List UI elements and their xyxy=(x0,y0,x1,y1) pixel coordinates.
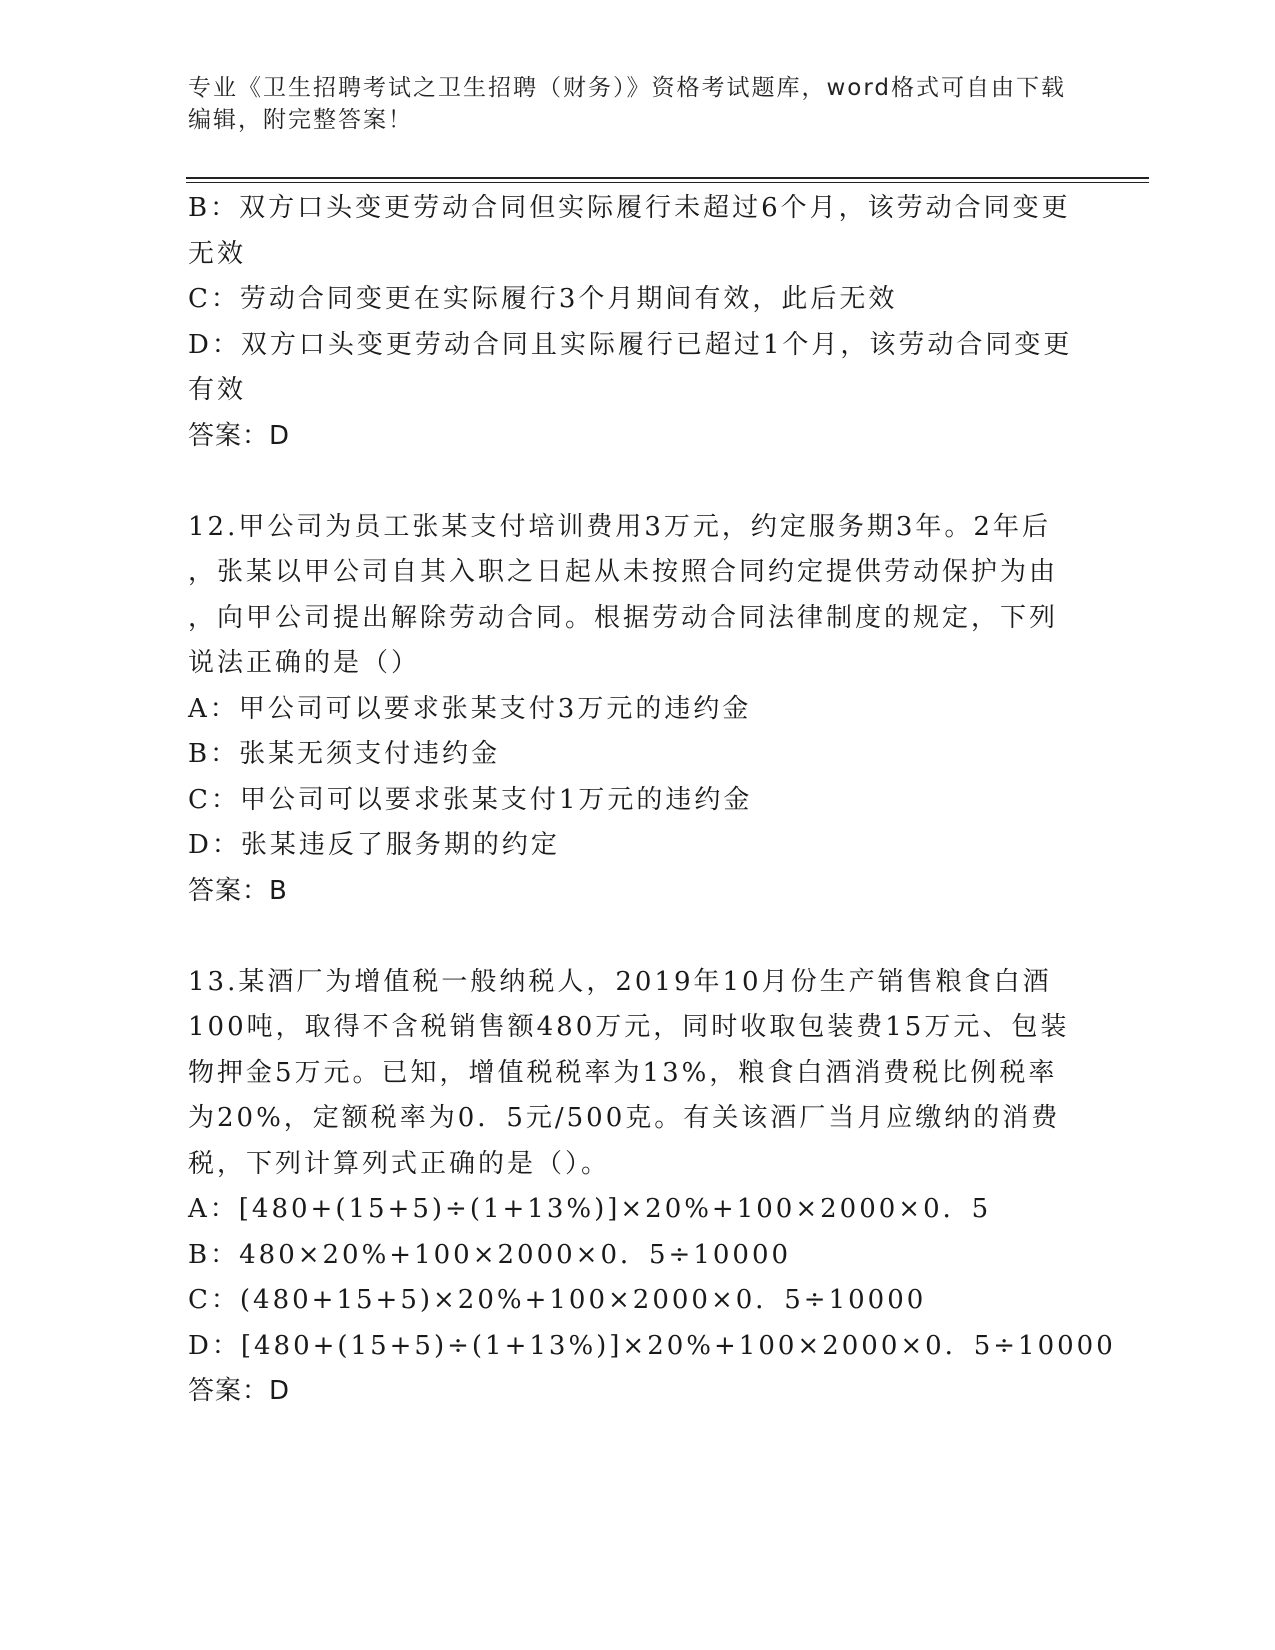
answer-label: 答案：D xyxy=(188,1376,291,1406)
spacer xyxy=(188,914,1088,960)
header-line-1: 专业《卫生招聘考试之卫生招聘（财务）》资格考试题库，word格式可自由下载 xyxy=(188,75,1067,101)
question-stem: 说法正确的是（） xyxy=(188,648,421,678)
answer-label: 答案：B xyxy=(188,875,288,906)
option-a: A：[480+(15+5)÷(1+13%)]×20%+100×2000×0．5 xyxy=(188,1194,992,1224)
option-b: B：双方口头变更劳动合同但实际履行未超过6个月，该劳动合同变更 xyxy=(188,193,1071,223)
question-stem: 为20%，定额税率为0．5元/500克。有关该酒厂当月应缴纳的消费 xyxy=(188,1103,1061,1133)
answer-label: 答案：D xyxy=(188,420,291,451)
question-stem: 100吨，取得不含税销售额480万元，同时收取包装费15万元、包装 xyxy=(188,1012,1070,1042)
page-header xyxy=(188,72,1068,136)
question-content xyxy=(188,186,1116,1415)
option-c: C：(480+15+5)×20%+100×2000×0．5÷10000 xyxy=(188,1285,927,1315)
question-11 xyxy=(188,186,1088,459)
question-stem: 12.甲公司为员工张某支付培训费用3万元，约定服务期3年。2年后 xyxy=(188,511,1051,542)
header-divider-thick xyxy=(186,177,1149,179)
question-12 xyxy=(188,505,1088,915)
option-d: D：张某违反了服务期的约定 xyxy=(188,830,560,860)
option-b: B：张某无须支付违约金 xyxy=(188,739,501,769)
header-line-2: 编辑，附完整答案！ xyxy=(188,107,413,133)
option-a: A：甲公司可以要求张某支付3万元的违约金 xyxy=(188,693,752,724)
option-d-cont: 有效 xyxy=(188,375,247,405)
question-13 xyxy=(188,960,1116,1415)
option-d: D：[480+(15+5)÷(1+13%)]×20%+100×2000×0．5÷10000 xyxy=(188,1330,1116,1361)
question-stem: 物押金5万元。已知，增值税税率为13%，粮食白酒消费税比例税率 xyxy=(188,1057,1058,1088)
question-stem: ，张某以甲公司自其入职之日起从未按照合同约定提供劳动保护为由 xyxy=(188,557,1059,587)
question-stem: 13.某酒厂为增值税一般纳税人，2019年10月份生产销售粮食白酒 xyxy=(188,966,1052,997)
header-divider-thin xyxy=(186,182,1149,183)
question-stem: 税，下列计算列式正确的是（）。 xyxy=(188,1148,611,1179)
option-b-cont: 无效 xyxy=(188,238,247,269)
spacer xyxy=(188,459,1088,505)
option-c: C：劳动合同变更在实际履行3个月期间有效，此后无效 xyxy=(188,284,898,314)
option-c: C：甲公司可以要求张某支付1万元的违约金 xyxy=(188,784,753,815)
question-stem: ，向甲公司提出解除劳动合同。根据劳动合同法律制度的规定，下列 xyxy=(188,602,1059,633)
option-b: B：480×20%+100×2000×0．5÷10000 xyxy=(188,1239,792,1270)
option-d: D：双方口头变更劳动合同且实际履行已超过1个月，该劳动合同变更 xyxy=(188,329,1073,360)
